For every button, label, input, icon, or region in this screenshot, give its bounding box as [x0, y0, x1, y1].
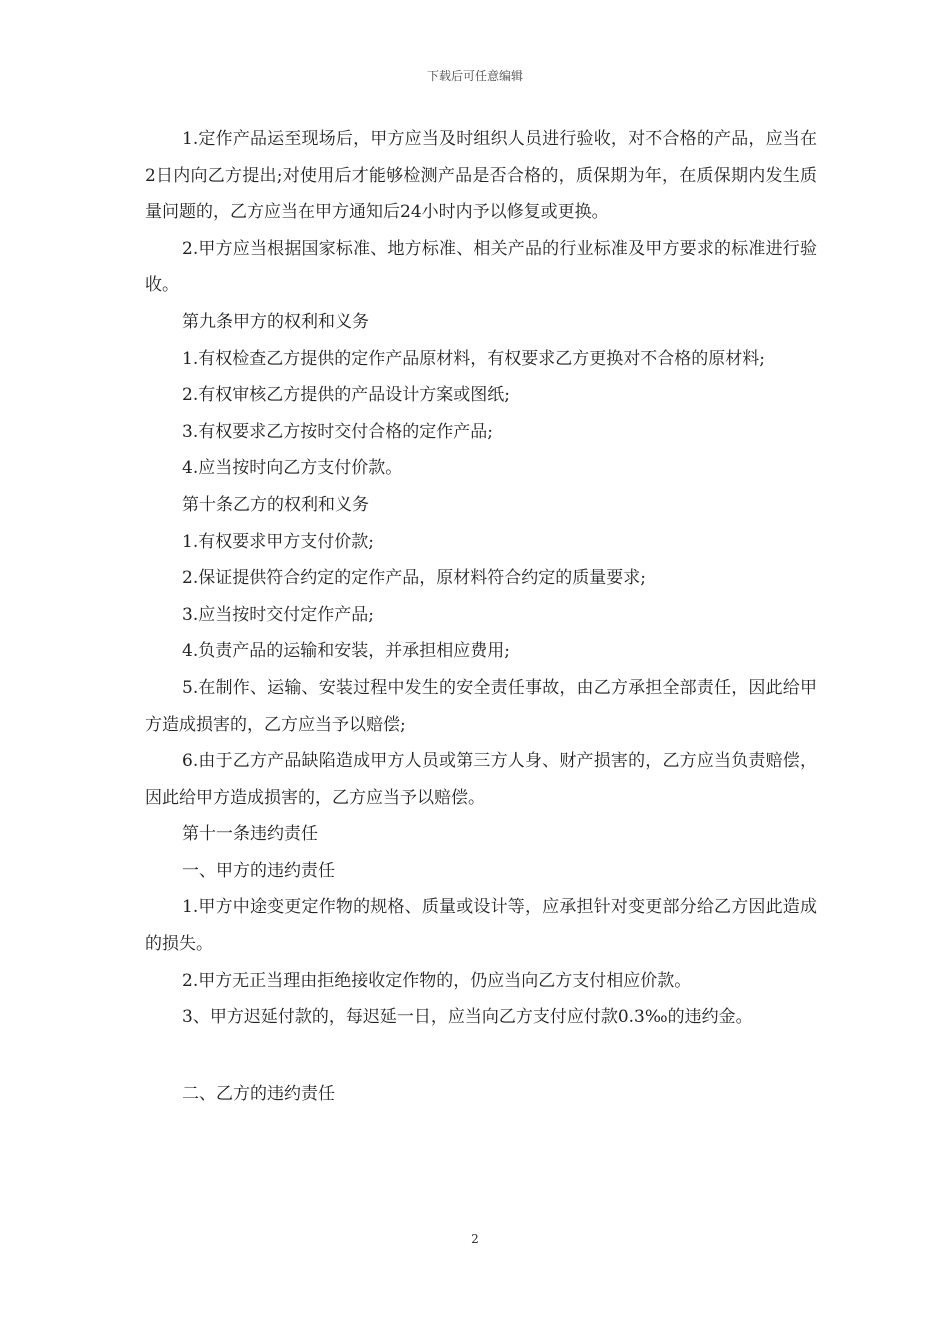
- subheading-party-a-liability: 一、甲方的违约责任: [182, 860, 335, 881]
- page-number: 2: [471, 1232, 479, 1246]
- section-heading-article-10: 第十条乙方的权利和义务: [182, 494, 369, 515]
- subheading-party-b-liability: 二、乙方的违约责任: [182, 1083, 335, 1104]
- paragraph-party-a-liability-3: 3、甲方迟延付款的，每迟延一日，应当向乙方支付应付款0.3‰的违约金。: [182, 1007, 753, 1028]
- blank-line: [145, 1036, 817, 1076]
- paragraph-party-a-liability-2: 2.甲方无正当理由拒绝接收定作物的，仍应当向乙方支付相应价款。: [182, 970, 692, 991]
- paragraph-party-b-right-6: 6.由于乙方产品缺陷造成甲方人员或第三方人身、财产损害的，乙方应当负责赔偿，因此给甲方造成损害的，乙方应当予以赔偿。: [145, 751, 817, 808]
- paragraph-acceptance-clause-1: 1.定作产品运至现场后，甲方应当及时组织人员进行验收，对不合格的产品，应当在2日内向乙方提出;对使用后才能够检测产品是否合格的，质保期为年，在质保期内发生质量问题的，乙方应当在甲方通知后24小时内予以修复或更换。: [145, 129, 817, 223]
- paragraph-acceptance-clause-2: 2.甲方应当根据国家标准、地方标准、相关产品的行业标准及甲方要求的标准进行验收。: [145, 238, 817, 296]
- paragraph-party-a-liability-1: 1.甲方中途变更定作物的规格、质量或设计等，应承担针对变更部分给乙方因此造成的损失。: [145, 897, 817, 955]
- paragraph-party-a-right-4: 4.应当按时向乙方支付价款。: [182, 458, 403, 479]
- section-heading-article-11: 第十一条违约责任: [182, 824, 318, 845]
- paragraph-party-a-right-1: 1.有权检查乙方提供的定作产品原材料，有权要求乙方更换对不合格的原材料;: [182, 348, 765, 369]
- paragraph-party-b-right-4: 4.负责产品的运输和安装，并承担相应费用;: [182, 641, 510, 662]
- paragraph-party-a-right-3: 3.有权要求乙方按时交付合格的定作产品;: [182, 421, 493, 442]
- section-heading-article-9: 第九条甲方的权利和义务: [182, 311, 369, 332]
- page-header: 下载后可任意编辑: [426, 69, 523, 83]
- paragraph-party-b-right-1: 1.有权要求甲方支付价款;: [182, 531, 374, 552]
- paragraph-party-b-right-5: 5.在制作、运输、安装过程中发生的安全责任事故，由乙方承担全部责任，因此给甲方造成损害的，乙方应当予以赔偿;: [145, 677, 817, 735]
- paragraph-party-b-right-2: 2.保证提供符合约定的定作产品，原材料符合约定的质量要求;: [182, 568, 646, 589]
- paragraph-party-b-right-3: 3.应当按时交付定作产品;: [182, 604, 374, 625]
- paragraph-party-a-right-2: 2.有权审核乙方提供的产品设计方案或图纸;: [182, 385, 510, 406]
- document-body: [145, 121, 817, 1112]
